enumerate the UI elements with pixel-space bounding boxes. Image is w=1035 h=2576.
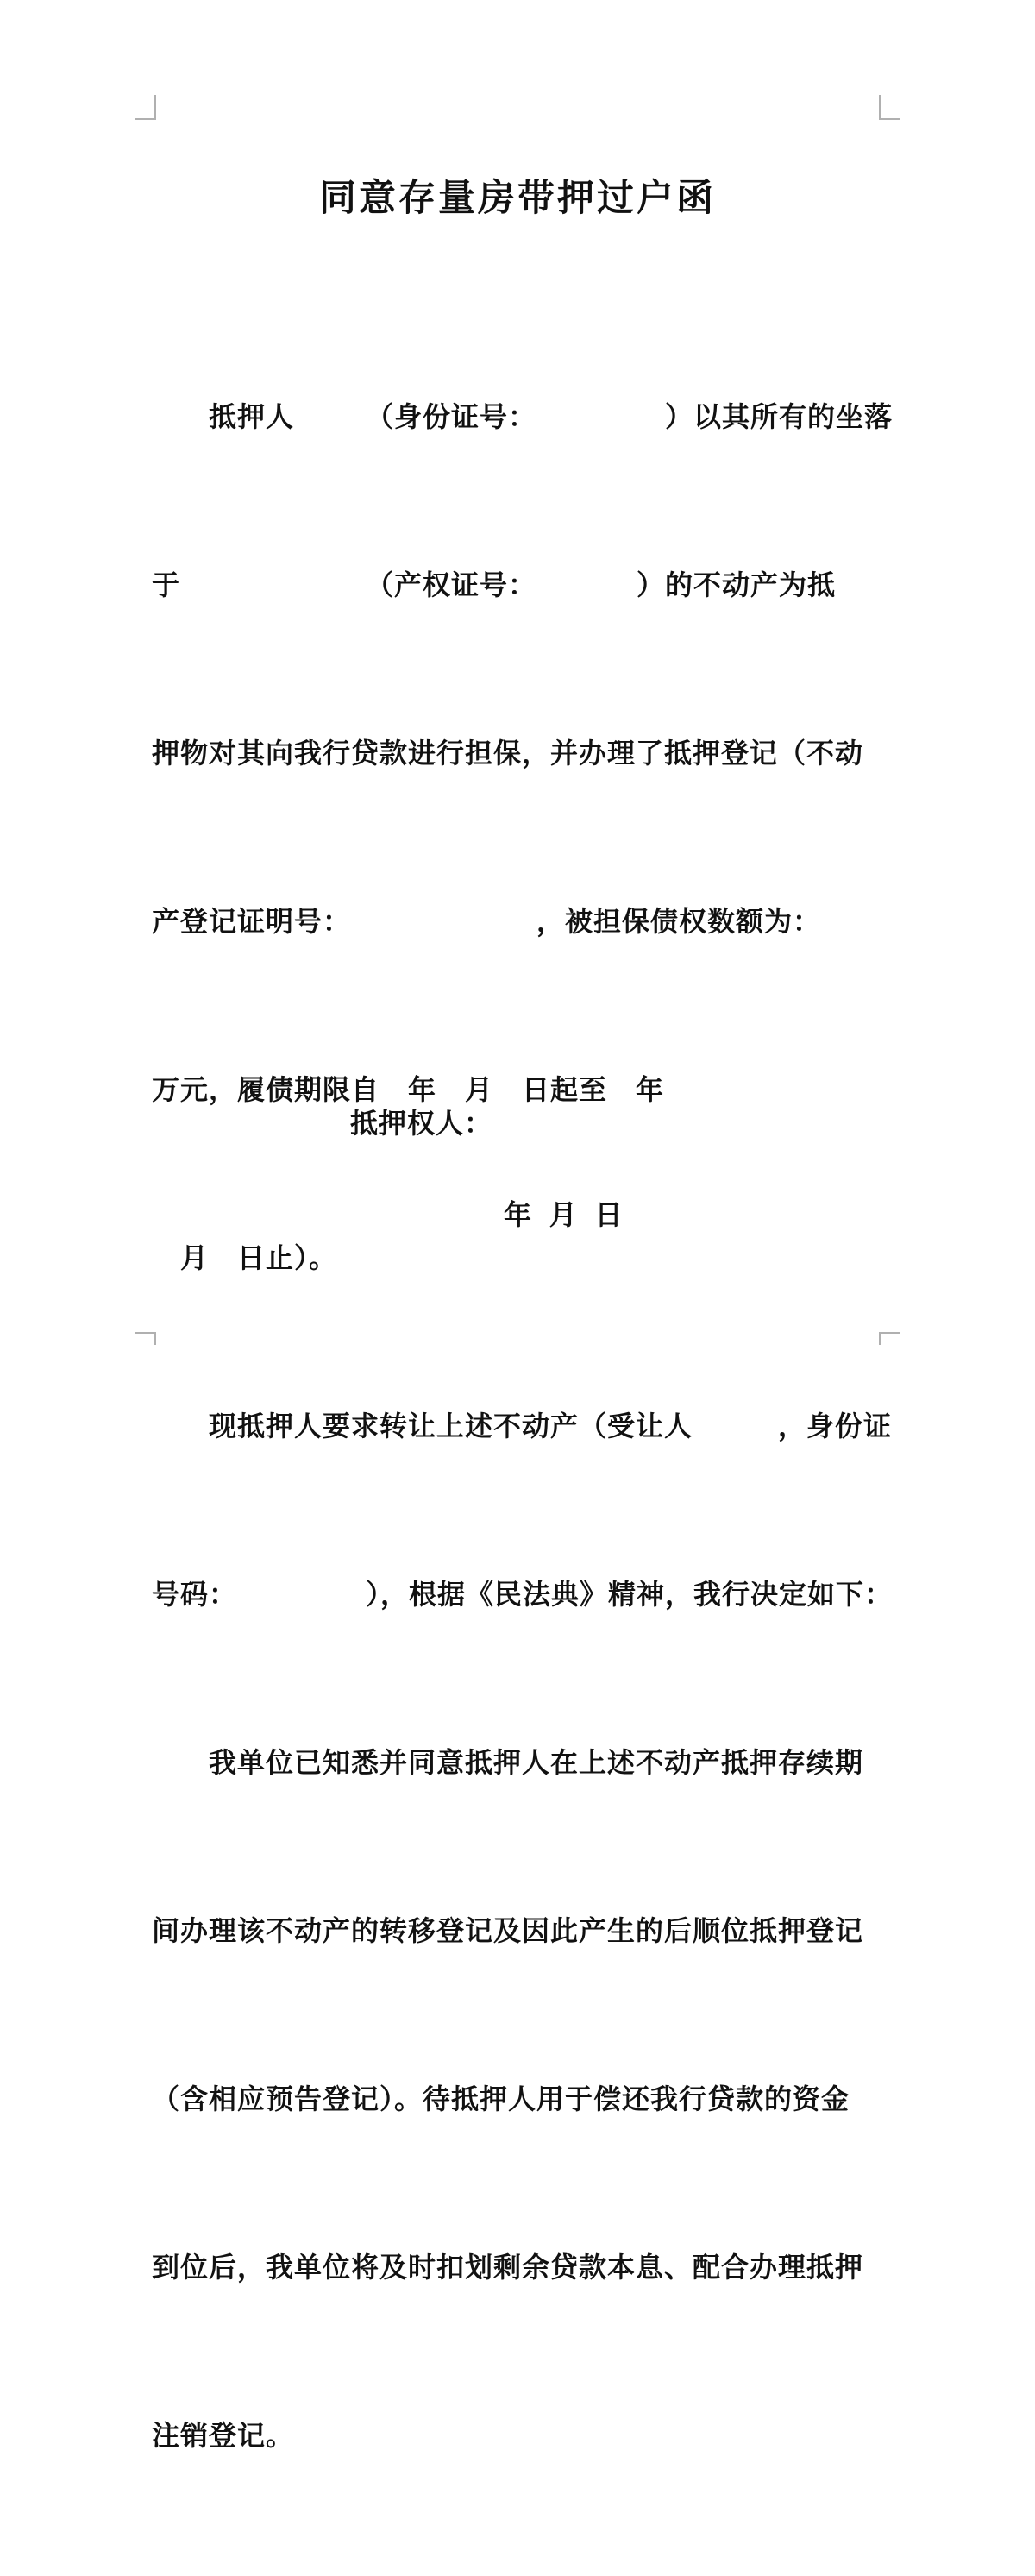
body-line: 注销登记。: [152, 2420, 295, 2451]
body-line: 万元，履债期限自 年 月 日起至 年: [152, 1074, 665, 1105]
body-line: 现抵押人要求转让上述不动产（受让人 ，身份证: [152, 1411, 893, 1442]
body-line: 产登记证明号： ，被担保债权数额为：: [152, 906, 822, 937]
body-line: 抵押人 （身份证号： ）以其所有的坐落: [152, 401, 894, 432]
margin-mark-top-left: [135, 95, 156, 120]
body-line: 押物对其向我行贷款进行担保，并办理了抵押登记（不动: [152, 738, 864, 769]
body-line: 到位后，我单位将及时扣划剩余贷款本息、配合办理抵押: [152, 2252, 864, 2283]
body-line: 我单位已知悉并同意抵押人在上述不动产抵押存续期: [152, 1747, 864, 1778]
body-line: 月 日止）。: [152, 1242, 338, 1273]
body-line: （含相应预告登记）。待抵押人用于偿还我行贷款的资金: [152, 2083, 850, 2114]
document-body: [152, 277, 1014, 2576]
mortgagee-signature-label: 抵押权人：: [350, 1108, 493, 1139]
date-line: 年 月 日: [504, 1199, 624, 1230]
body-line: 号码： ），根据《民法典》精神，我行决定如下：: [152, 1579, 894, 1610]
document-title: 同意存量房带押过户函: [319, 178, 716, 219]
body-line: 间办理该不动产的转移登记及因此产生的后顺位抵押登记: [152, 1915, 864, 1946]
margin-mark-top-right: [879, 95, 900, 120]
body-line: 于 （产权证号： ）的不动产为抵: [152, 569, 837, 600]
